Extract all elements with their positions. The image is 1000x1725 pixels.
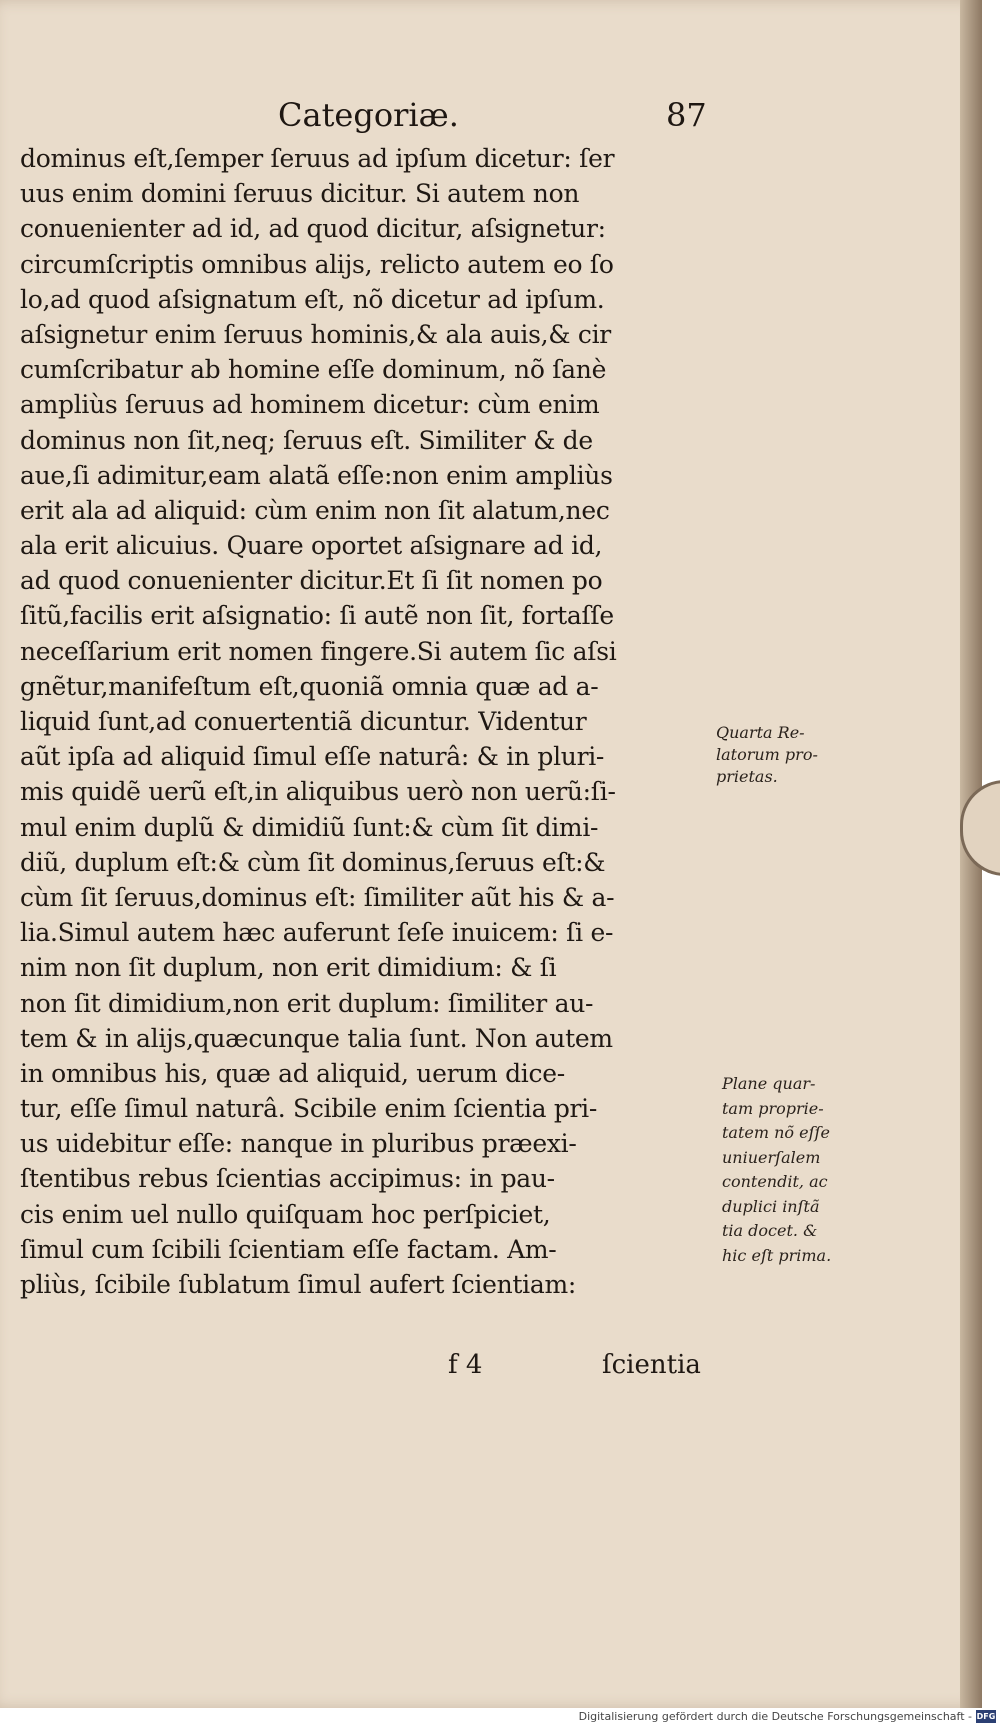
text-line: cùm ſit ſeruus,dominus eſt: ſimiliter aũt his & a- (20, 882, 615, 912)
text-line: lo,ad quod aſsignatum eſt, nõ dicetur ad ipſum. (20, 284, 605, 314)
text-line: in omnibus his, quæ ad aliquid, uerum dice- (20, 1058, 565, 1088)
text-line: ſimul cum ſcibili ſcientiam eſſe factam. Am- (20, 1234, 557, 1264)
running-title: Categoriæ. (278, 96, 459, 134)
signature-mark: f 4 (448, 1350, 483, 1380)
margin-note-line: uniuerſalem (722, 1147, 821, 1167)
footer-credit: Digitalisierung gefördert durch die Deutsche Forschungsgemeinschaft - (578, 1710, 972, 1723)
text-line: aũt ipſa ad aliquid ſimul eſſe naturâ: & in pluri- (20, 742, 605, 772)
margin-note-line: tam proprie- (722, 1098, 824, 1118)
margin-note-quarta (716, 722, 818, 788)
text-line: mul enim duplũ & dimidiũ ſunt:& cùm ſit dimi- (20, 812, 599, 842)
running-head (0, 96, 960, 140)
margin-note-line: tia docet. & (722, 1221, 818, 1240)
text-line: nim non ſit duplum, non erit dimidium: & ſi (20, 953, 557, 983)
text-line: circumſcriptis omnibus alijs, relicto autem eo ſo (20, 249, 614, 279)
margin-note-line: duplici inſtã (722, 1196, 820, 1216)
margin-note-line: contendit, ac (722, 1172, 828, 1191)
text-line: cumſcribatur ab homine eſſe dominum, nõ ſanè (20, 355, 607, 385)
margin-note-line: Quarta Re- (716, 723, 805, 742)
text-line: tur, eſſe ſimul naturâ. Scibile enim ſcientia pri- (20, 1094, 598, 1124)
text-line: non ſit dimidium,non erit duplum: ſimiliter au- (20, 988, 594, 1018)
text-line: pliùs, ſcibile ſublatum ſimul aufert ſcientiam: (20, 1270, 576, 1299)
text-line: neceſſarium erit nomen fingere.Si autem ſic aſsi (20, 636, 617, 666)
dfg-logo-icon: DFG (976, 1712, 996, 1721)
text-line: erit ala ad aliquid: cùm enim non ſit alatum,nec (20, 495, 610, 525)
margin-note-plane (722, 1072, 831, 1268)
text-line: us uidebitur eſſe: nanque in pluribus præexi- (20, 1129, 577, 1159)
body-text (20, 141, 720, 1302)
text-line: dominus non ſit,neq; ſeruus eſt. Similiter & de (20, 425, 593, 455)
text-line: lia.Simul autem hæc auferunt ſeſe inuicem: ſi e- (20, 918, 614, 948)
text-line: gnẽtur,manifeſtum eſt,quoniã omnia quæ ad a- (20, 671, 599, 701)
text-line: ala erit alicuius. Quare oportet aſsignare ad id, (20, 531, 603, 561)
text-line: ſtentibus rebus ſcientias accipimus: in pau- (20, 1164, 555, 1194)
text-line: diũ, duplum eſt:& cùm ſit dominus,ſeruus eſt:& (20, 847, 606, 877)
text-line: aue,ſi adimitur,eam alatã eſſe:non enim ampliùs (20, 460, 613, 490)
text-line: mis quidẽ uerũ eſt,in aliquibus uerò non uerũ:ſi- (20, 777, 616, 807)
page-number: 87 (666, 96, 707, 134)
text-line: aſsignetur enim ſeruus hominis,& ala auis,& cir (20, 319, 611, 349)
text-line: tem & in alijs,quæcunque talia ſunt. Non autem (20, 1023, 613, 1053)
text-line: ſitũ,facilis erit aſsignatio: ſi autẽ non ſit, fortaſſe (20, 601, 614, 631)
text-line: ampliùs ſeruus ad hominem dicetur: cùm enim (20, 390, 600, 420)
text-line: uus enim domini ſeruus dicitur. Si autem non (20, 179, 580, 209)
digitization-footer (0, 1708, 1000, 1725)
text-line: conuenienter ad id, ad quod dicitur, aſsignetur: (20, 214, 606, 244)
margin-note-line: latorum pro- (716, 745, 818, 764)
text-line: dominus eſt,ſemper ſeruus ad ipſum dicetur: ſer (20, 144, 615, 173)
text-line: cis enim uel nullo quiſquam hoc perſpiciet, (20, 1199, 551, 1229)
text-line: ad quod conuenienter dicitur.Et ſi ſit nomen po (20, 566, 603, 596)
margin-note-line: Plane quar- (722, 1074, 816, 1093)
signature-line (0, 1350, 760, 1390)
text-line: liquid ſunt,ad conuertentiã dicuntur. Videntur (20, 707, 587, 736)
margin-note-line: hic eſt prima. (722, 1245, 832, 1265)
margin-note-line: tatem nõ eſſe (722, 1123, 830, 1142)
catchword: ſcientia (602, 1350, 701, 1380)
margin-note-line: prietas. (716, 767, 778, 786)
